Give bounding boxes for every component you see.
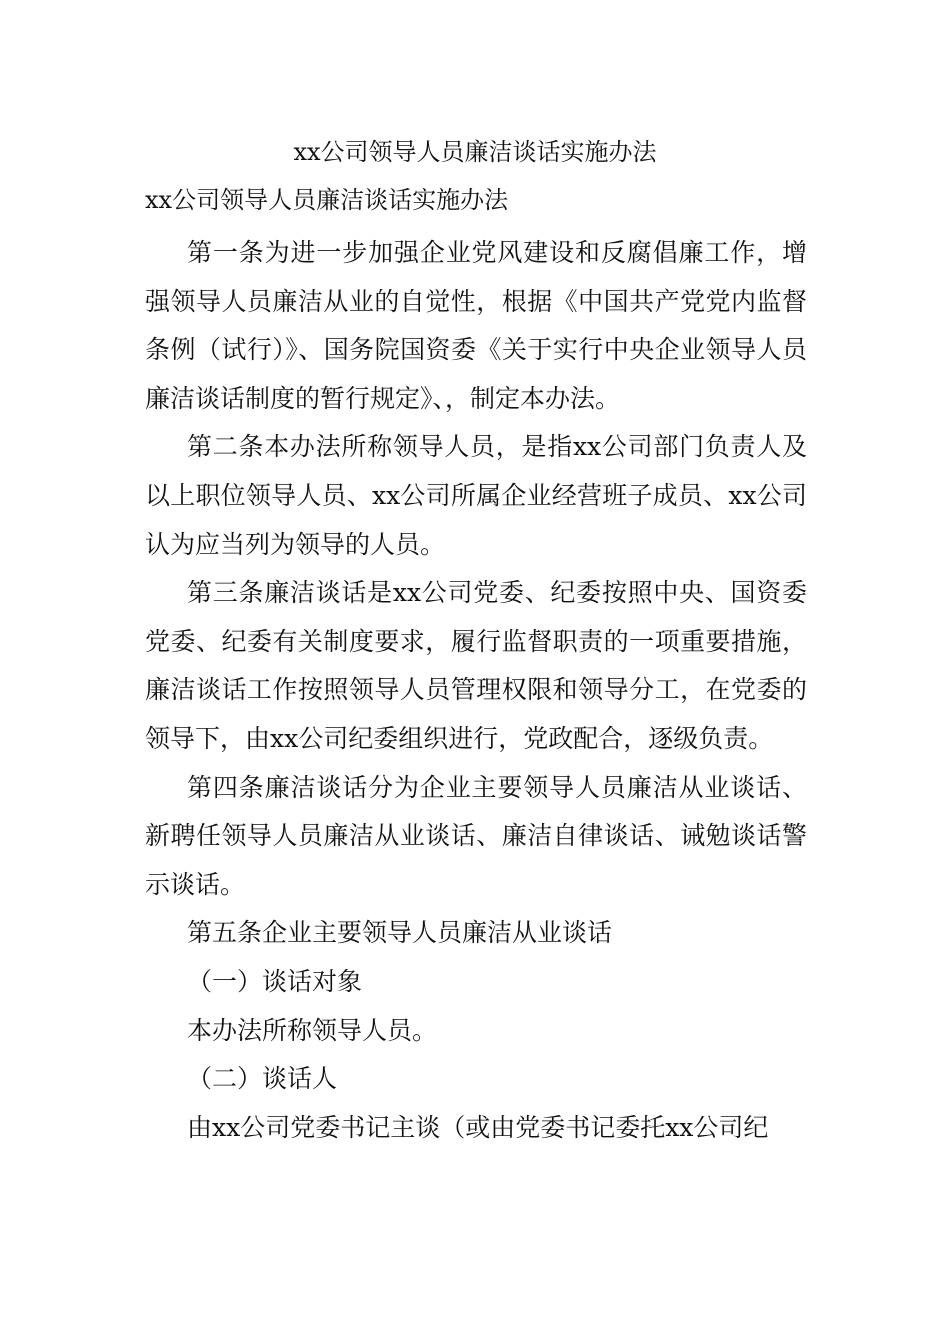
paragraph-article-5: 第五条企业主要领导人员廉洁从业谈话 [187,918,613,948]
paragraph-article-1: 第一条为进一步加强企业党风建设和反腐倡廉工作，增强领导人员廉洁从业的自觉性，根据《中国共产党党内监督条例（试行）》、国务院国资委《关于实行中央企业领导人员廉洁谈话制度的暂行规定》、，制定本办法。 [145,238,807,413]
document-body [145,229,807,1152]
document-subtitle: xx公司领导人员廉洁谈话实施办法 [145,186,509,214]
paragraph-section-2-heading: （二）谈话人 [187,1064,338,1094]
paragraph-article-3: 第三条廉洁谈话是xx公司党委、纪委按照中央、国资委党委、纪委有关制度要求，履行监督职责的一项重要措施，廉洁谈话工作按照领导人员管理权限和领导分工，在党委的领导下，由xx公司纪委组织进行，党政配合，逐级负责。 [145,578,807,753]
paragraph-section-1-body: 本办法所称领导人员。 [187,1015,438,1045]
paragraph-section-2-body: 由xx公司党委书记主谈（或由党委书记委托xx公司纪 [187,1112,769,1142]
paragraph-article-4: 第四条廉洁谈话分为企业主要领导人员廉洁从业谈话、新聘任领导人员廉洁从业谈话、廉洁自律谈话、诫勉谈话警示谈话。 [145,772,807,899]
paragraph-article-2: 第二条本办法所称领导人员，是指xx公司部门负责人及以上职位领导人员、xx公司所属企业经营班子成员、xx公司认为应当列为领导的人员。 [145,432,807,559]
paragraph-section-1-heading: （一）谈话对象 [187,966,363,996]
document-title: xx公司领导人员廉洁谈话实施办法 [293,138,657,166]
